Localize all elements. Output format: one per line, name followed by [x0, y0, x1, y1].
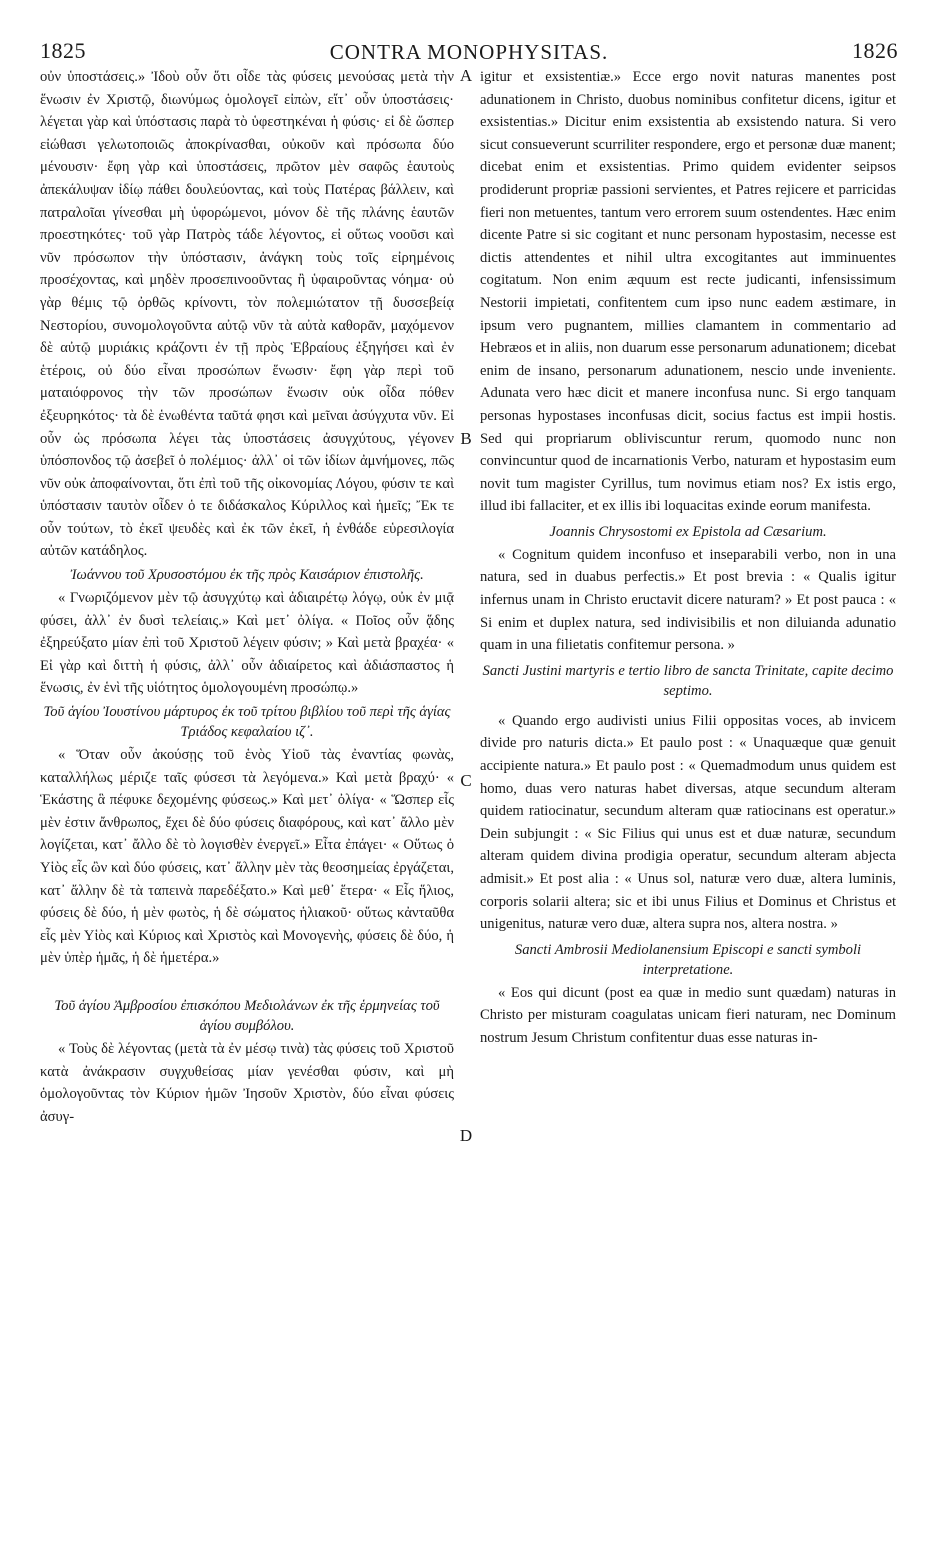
running-head — [40, 38, 898, 66]
latin-section-heading-ambrose: Sancti Ambrosii Mediolanensium Episcopi e sancti symboli interpretatione. — [514, 941, 862, 978]
latin-section-heading-chrysostom: Joannis Chrysostomi ex Epistola ad Cæsarium. — [549, 523, 827, 540]
page-number-right: 1826 — [852, 38, 898, 63]
greek-section-heading-chrysostom: Ἰωάννου τοῦ Χρυσοστόμου ἐκ τῆς πρὸς Καισάριον ἐπιστολῆς. — [70, 567, 424, 584]
greek-section-heading-justin: Τοῦ ἁγίου Ἰουστίνου μάρτυρος ἐκ τοῦ τρίτου βιβλίου τοῦ περὶ τῆς ἁγίας Τριάδος κεφαλαίου ιζ᾽. — [43, 704, 451, 741]
running-title: CONTRA MONOPHYSITAS. — [329, 40, 609, 64]
greek-paragraph: « Ὅταν οὖν ἀκούσῃς τοῦ ἑνὸς Υἱοῦ τὰς ἐναντίας φωνὰς, καταλλήλως μέριζε ταῖς φύσεσι τὰ λεγόμενα.» Καὶ μετὰ βραχύ· « Ἑκάστης ἃ πέφυκε δεχομένης φύσεως.» Καὶ μετ᾽ ὀλίγα· « Ὥσπερ εἷς μὲν ἐστιν ἄνθρωπος, ἔχει δὲ δύο φύσεις διαφόρους, καὶ κατ᾽ ἄλλο μὲν λογίζεται, κατ᾽ ἄλλο δὲ τὸ λογισθὲν ἐνεργεῖ.» Εἶτα ἐπάγει· « Οὕτως ὁ Υἱὸς εἷς ὢν καὶ δύο φύσεις, κατ᾽ ἄλλην μὲν τὰς θεοσημείας ἐργάζεται, κατ᾽ ἄλλην δὲ τὰ ταπεινὰ παρεδέξατο.» Καὶ μεθ᾽ ἕτερα· « Εἷς ἥλιος, φύσεις δὲ δύο, ἡ μὲν φωτὸς, ἡ δὲ σώματος ἡλιακοῦ· οὕτως κἀνταῦθα εἷς μὲν Υἱὸς καὶ Κύριος καὶ Χριστὸς καὶ Μονογενὴς, φύσεις δὲ δύο, ἡ μὲν ὑπὲρ ἡμᾶς, ἡ δὲ ἡμετέρα.» — [40, 747, 454, 967]
greek-paragraph: « Τοὺς δὲ λέγοντας (μετὰ τὰ ἐν μέσῳ τινὰ) τὰς φύσεις τοῦ Χριστοῦ κατὰ ἀνάκρασιν συγχυθείσας μίαν γενέσθαι φύσιν, καὶ μὴ ὁμολογοῦντας τὸν Κύριον ἡμῶν Ἰησοῦν Χριστὸν, δύο εἶναι φύσεις ἀσυγ- — [40, 1040, 454, 1125]
latin-paragraph: igitur et exsistentiæ.» Ecce ergo novit naturas manentes post adunationem in Christo, duobus nominibus confitetur dicens, igitur et exsistentias.» Dicitur enim exsistentia ab exsistendo natura. Si vero sicut consueverunt scurriliter respondere, ergo et personæ duæ manent; dicebat enim et exsistentias. Primo quidem evidenter seipsos prodiderunt propriæ passioni servientes, et Patres rejicere et parricidas fieri non metuentes, tantum vero errorem suum ostendentes. Hæc enim dicente Patre si sic cogitant et nunc personam hypostasim, necesse est dictis attendentes et nihil ultra excogitantes aut imminuentes cogitatum. Non enim æquum est recte judicanti, infensissimum Nestorii impietati, confitentem cum ipso nunc eadem æstimare, in ipsum vero pugnantem, millies clamantem in commentario ad Hebræos et in aliis, non duarum esse personarum adunationem; dicebat enim de insano, personarum adunationem, nescio unde invenientε. Adunata vero hæc dicit et manere inconfusa nunc. Si ergo tanquam personas hypostases inconfusas dicit, socius factus est impii hostis. Sed qui propriarum obliviscuntur rerum, quomodo nunc non convincuntur quod de incarnationis Verbo, naturam et hypostasim eum novit tum magister Cyrillus, tum novimus etiam nos? Ex istis ergo, illud ibi fallaciter, et ex illis ibi loquacitas exinde eorum manifesta. — [480, 69, 896, 515]
latin-section-heading-justin: Sancti Justini martyris e tertio libro de sancta Trinitate, capite decimo septimo. — [482, 662, 894, 699]
greek-paragraph: « Γνωριζόμενον μὲν τῷ ἀσυγχύτῳ καὶ ἀδιαιρέτῳ λόγῳ, οὐκ ἐν μιᾷ φύσει, ἀλλ᾽ ἐν δυσὶ τελείαις.» Καὶ μετ᾽ ὀλίγα. « Ποῖος οὖν ᾅδης ἐξηρεύξατο μίαν ἐπὶ τοῦ Χριστοῦ λέγειν φύσιν; » Καὶ μετὰ βραχέα· « Εἰ γὰρ καὶ διττὴ ἡ φύσις, ἀλλ᾽ οὖν ἀδιαίρετος καὶ ἀδιάσπαστος ἡ ἕνωσις, ἐν ἑνὶ τῆς υἱότητος ὁμολογουμένη προσώπῳ.» — [40, 590, 454, 697]
greek-section-heading-ambrose: Τοῦ ἁγίου Ἀμβροσίου ἐπισκόπου Μεδιολάνων ἐκ τῆς ἑρμηνείας τοῦ ἁγίου συμβόλου. — [54, 997, 440, 1034]
margin-marker-c: C — [460, 771, 472, 790]
greek-paragraph: οὐν ὑποστάσεις.» Ἰδοὺ οὖν ὅτι οἶδε τὰς φύσεις μενούσας μετὰ τὴν ἕνωσιν ἐν Χριστῷ, διωνύμως ὁμολογεῖ εἰπὼν, εἴτ᾽ οὖν ὑποστάσεις· λέγεται γὰρ καὶ ὑπόστασις παρὰ τὸ ὑφεστηκέναι ἡ φύσις· εἰ δὲ ὥσπερ εἰώθασι γελωτοποιῶς ἀποκρίνασθαι, οὐκοῦν καὶ πρόσωπα δύο μένουσιν· ἔφη γὰρ καὶ ὑποστάσεις, πρῶτον μὲν σαφῶς ἑαυτοὺς ἀπεκάλυψαν ἰδίῳ πάθει δουλεύοντας, καὶ τοὺς Πατέρας βάλλειν, καὶ πατραλοῖαι γίνεσθαι μὴ ὑφορώμενοι, μόνον δὲ τῆς πλάνης ἑαυτῶν προεστηκότες· τοῦ γὰρ Πατρὸς τάδε λέγοντος, εἰ οὕτως νοοῦσι καὶ νῦν πρόσωπον τὴν ὑπόστασιν, ἀνάγκη τοὺς τοῖς εἰρημένοις προσέχοντας, καὶ μηδὲν προσεπινοοῦντας ἢ ὑφαιροῦντας νόημα· οὐ γὰρ θέμις τῷ ὀρθῶς κρίνοντι, τὸν πολεμιώτατον τῇ δυσσεβείᾳ Νεστορίου, συνομολογοῦντα αὐτῷ νῦν τὰ αὐτὰ καθορᾶν, μαχόμενον δὲ αὐτῷ μυριάκις κράζοντι ἐν τῇ πρὸς Ἑβραίους ἐξηγήσει καὶ ἐν ἑτέροις, οὐ δύο εἶναι προσώπων ἕνωσιν· ἔφη γὰρ περὶ τοῦ ματαιόφρονος τὴν τῶν προσώπων ἕνωσιν οὐκ οἶδα πόθεν ἐξευρηκότος· τὰ δὲ ἑνωθέντα ταῦτά φησι καὶ μεῖναι ἀσύγχυτα νῦν. Εἰ οὖν ὡς πρόσωπα λέγει τὰς ὑποστάσεις ἀσυγχύτους, γέγονεν ὑπόσπονδος τῷ ἀσεβεῖ ὁ πολέμιος· ἀλλ᾽ οἱ τῶν ἰδίων ἀμνήμονες, πῶς νῦν οὐκ ἀποφαίνονται, ὅτι ἐπὶ τοῦ τῆς οἰκονομίας Λόγου, φύσιν τε καὶ ὑπόστασιν ταυτὸν οἶδεν ὁ τε διδάσκαλος Κύριλλος καὶ ἡμεῖς; Ἔκ τε οὖν τούτων, τὸ ἐκεῖ ψευδὲς καὶ ἐκ τῶν ἐκεῖ, ἡ ἐνθάδε εὑρεσιλογία αὐτῶν κατάδηλος. — [40, 69, 454, 560]
margin-marker-b: B — [460, 429, 472, 448]
greek-column — [40, 66, 454, 1526]
margin-marker-d: D — [459, 1126, 473, 1145]
page-number-left: 1825 — [40, 38, 86, 63]
latin-column — [480, 66, 896, 1526]
latin-paragraph: « Quando ergo audivisti unius Filii oppositas voces, ab invicem divide pro naturis dicta.» Et paulo post : « Unaquæque quæ genuit accipiente natura.» Et paulo post : « Quemadmodum unus quidem est homo, duas vero naturas habet diversas, atque secundum alteram quidem ratiocinatur, secundum alteram quæ ratiocinans est operatur.» Dein subjungit : « Sic Filius qui unus est et duæ naturæ, secundum alteram quidem divina prodigia operatur, secundum alteram abjecta admisit.» Et post alia : « Unus sol, naturæ vero duæ, altera luminis, corporis solarii altera; sic et ibi unus Filius et Dominus et Christus et unigenitus, naturæ vero duæ, altera supra nos, altera nostra. » — [480, 712, 896, 933]
latin-paragraph: « Cognitum quidem inconfuso et inseparabili verbo, non in una natura, sed in duabus perfectis.» Et post brevia : « Qualis igitur infernus unam in Christo eructavit dicere naturam? » Et post pauca : « Si enim et duplex natura, sed indivisibilis et non diluianda adunatio quam in una filietatis confitemur persona. » — [480, 546, 896, 654]
margin-marker-a: A — [459, 66, 473, 85]
latin-paragraph: « Eos qui dicunt (post ea quæ in medio sunt quædam) naturas in Christo per misturam coagulatas unicam fieri naturam, nec Dominum nostrum Jesum Christum confitentur duas esse naturas in- — [480, 984, 896, 1046]
